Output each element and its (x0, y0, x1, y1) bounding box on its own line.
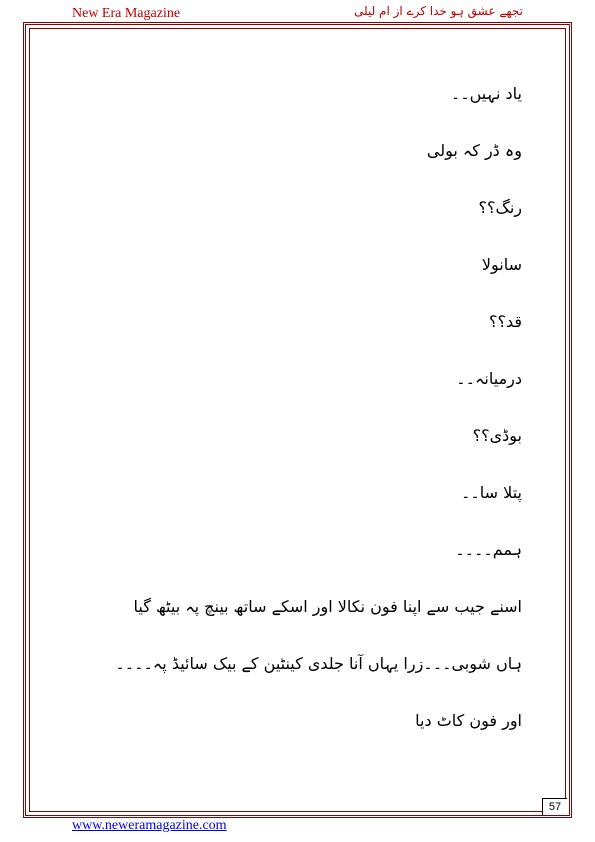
website-link[interactable]: www.neweramagazine.com (72, 818, 227, 833)
text-line: یاد نہیں۔۔ (450, 84, 522, 103)
text-line: رنگ؟؟ (478, 198, 522, 217)
text-line: سانولا (481, 255, 522, 274)
text-line: ہاں شوبی۔۔۔زرا یہاں آنا جلدی کینٹین کے بیک سائیڈ پہ۔۔۔۔ (115, 654, 522, 673)
text-line: اور فون کاٹ دیا (415, 711, 522, 730)
text-line: ہمم۔۔۔۔ (455, 540, 522, 559)
text-line: بوڈی؟؟ (472, 426, 522, 445)
book-title: تجھے عشق ہو خدا کرے از ام لیلی (353, 4, 523, 18)
story-text (60, 84, 522, 768)
page-number: 57 (542, 798, 567, 815)
text-line: قد؟؟ (488, 312, 522, 331)
text-line: درمیانہ۔۔ (456, 369, 522, 388)
text-line: پتلا سا۔۔ (461, 483, 522, 502)
text-line: اسنے جیب سے اپنا فون نکالا اور اسکے ساتھ بینچ پہ بیٹھ گیا (133, 597, 522, 616)
magazine-name: New Era Magazine (72, 6, 181, 21)
text-line: وہ ڈر کہ بولی (426, 141, 522, 160)
